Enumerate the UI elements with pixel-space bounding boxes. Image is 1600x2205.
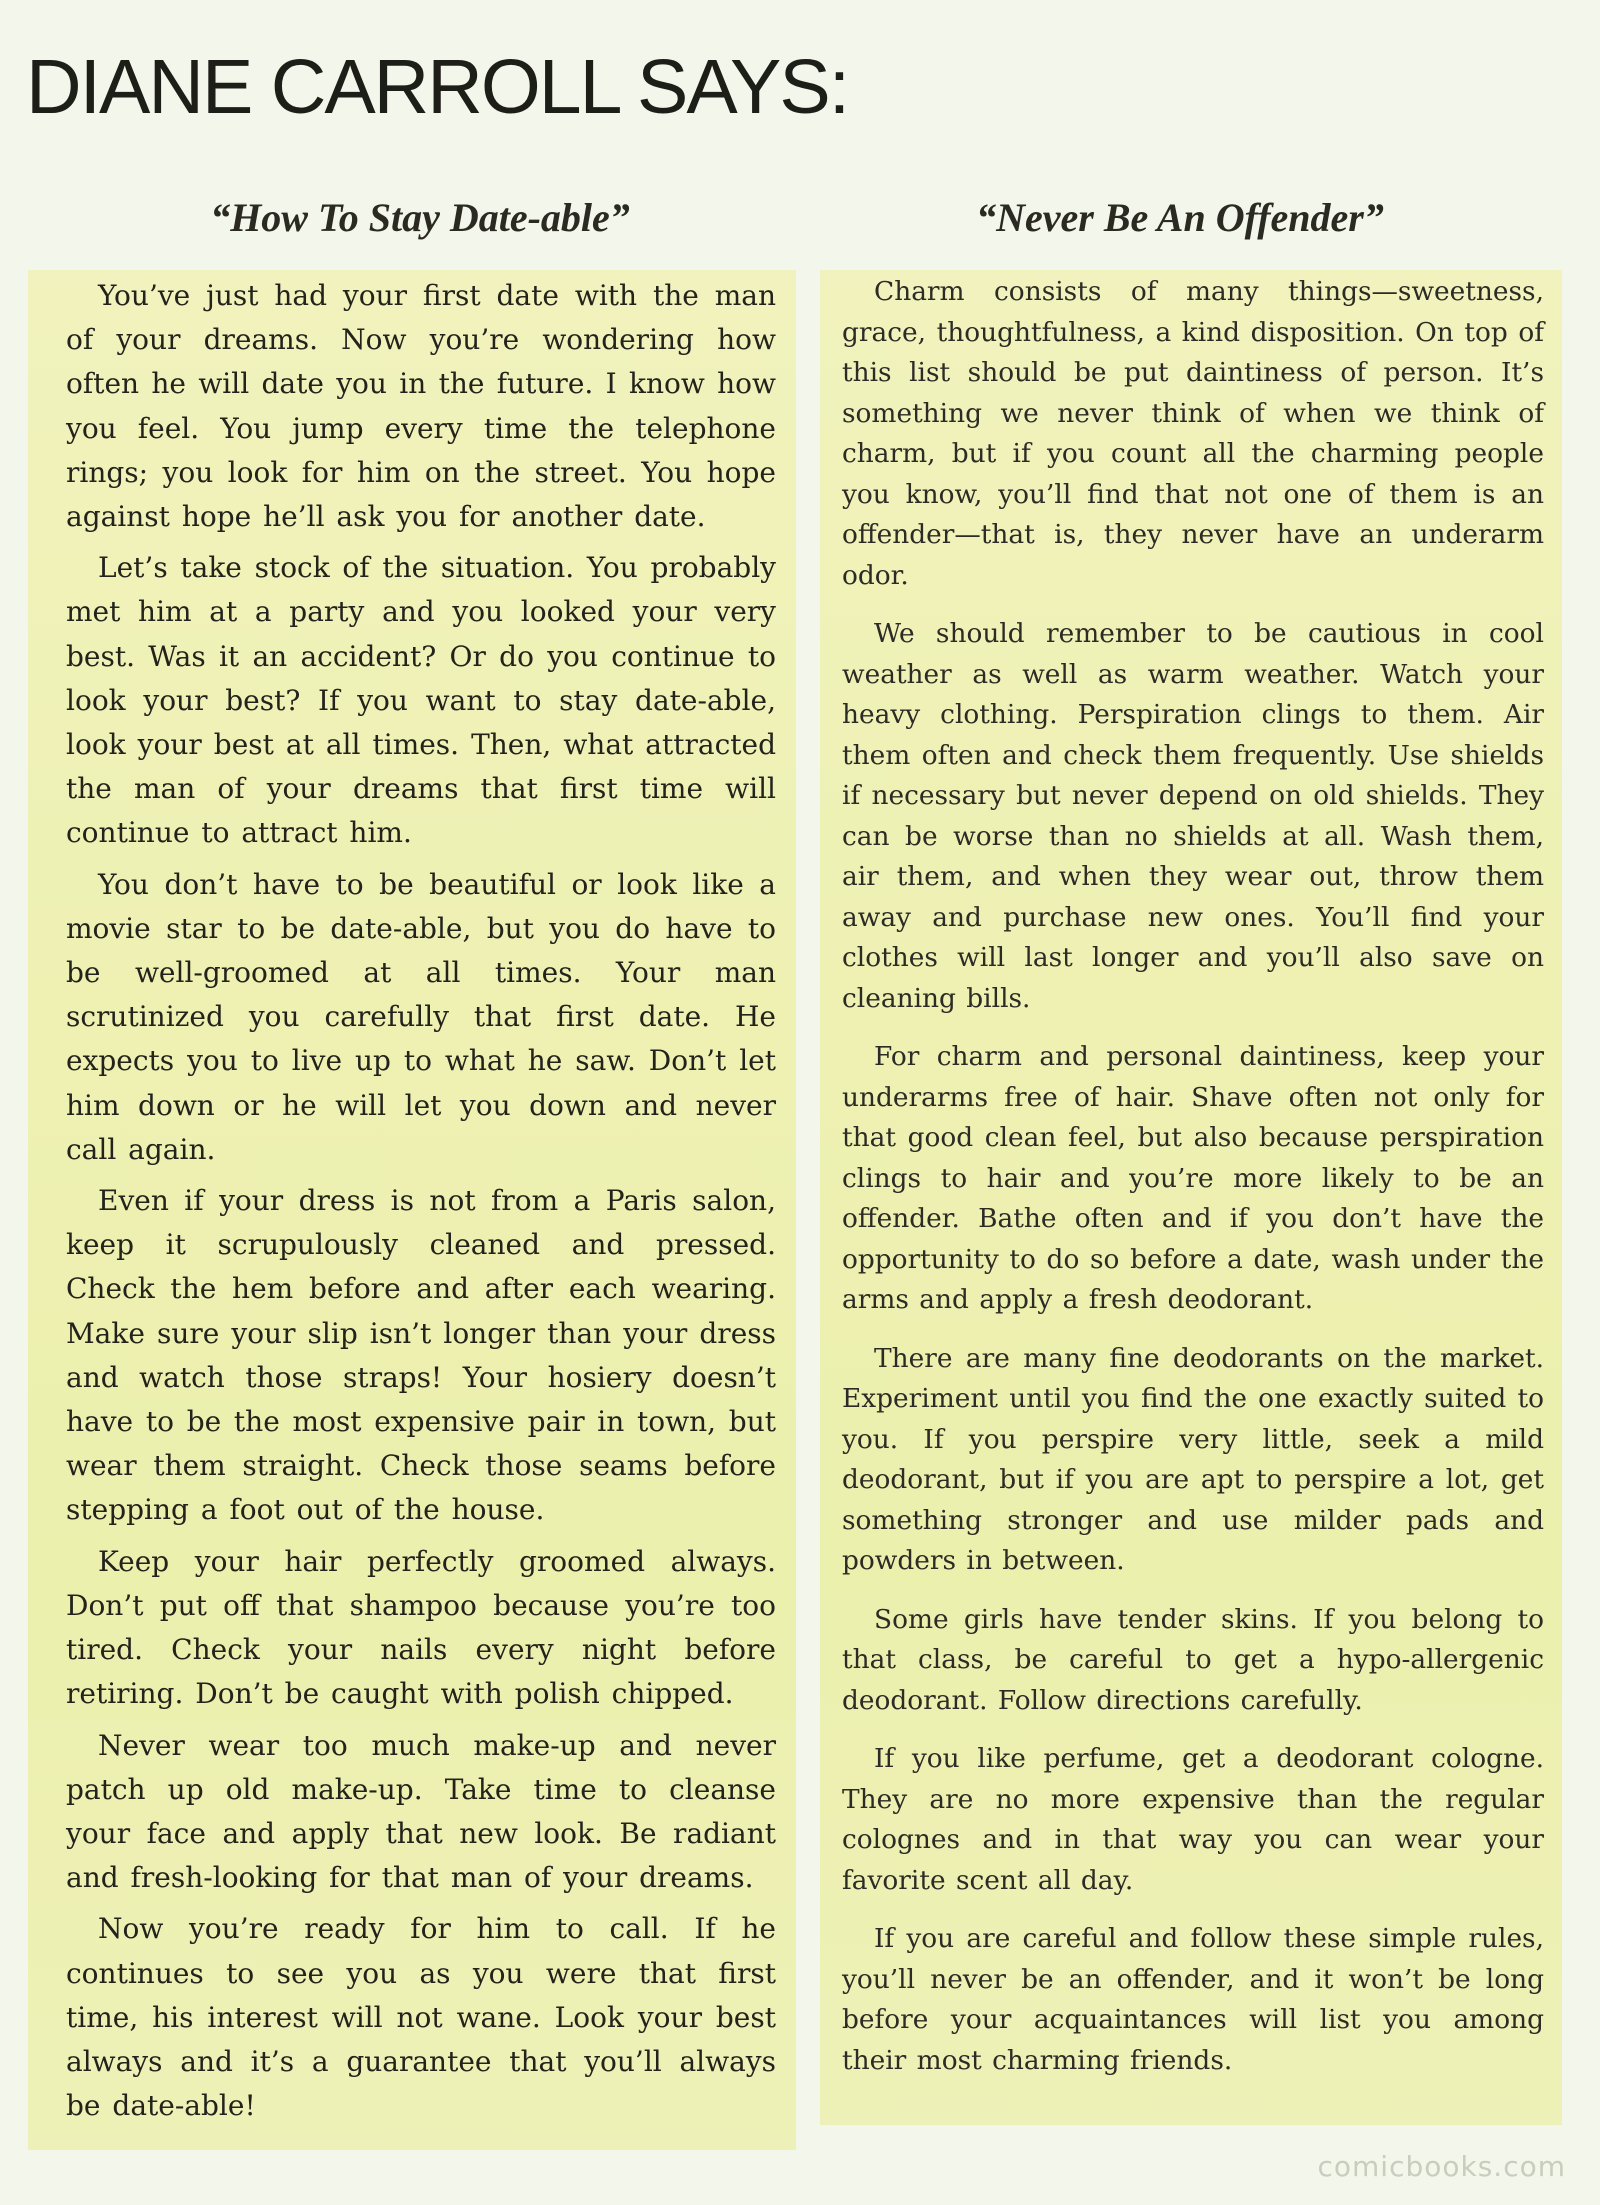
article-paragraph: Now you’re ready for him to call. If he continues to see you as you were that first time, his interest will not wane. Look your best always and it’s a guarantee that you’ll always be date-able! [66,1912,776,2123]
article-paragraph: Charm consists of many things—sweetness, grace, thoughtfulness, a kind disposition. On top of this list should be put daintiness of person. It’s something we never think of when we think of charm, but if you count all the charming people you know, you’ll find that not one of them is an offender—that is, they never have an underarm odor. [842,276,1544,591]
article-paragraph: If you like perfume, get a deodorant cologne. They are no more expensive than the regular colognes and in that way you can wear your favorite scent all day. [842,1743,1544,1896]
article-paragraph: We should remember to be cautious in cool weather as well as warm weather. Watch your heavy clothing. Perspiration clings to them. Air them often and check them frequently. Use shields if necessary but never depend on old shields. They can be worse than no shields at all. Wash them, air them, and when they wear out, throw them away and purchase new ones. You’ll find your clothes will last longer and you’ll also save on cleaning bills. [842,618,1544,1014]
article-paragraph: Keep your hair perfectly groomed always. Don’t put off that shampoo because you’re too tired. Check your nails every night before retiring. Don’t be caught with polish chipped. [66,1544,776,1711]
site-watermark: comicbooks.com [1317,2150,1566,2183]
article-paragraph: If you are careful and follow these simple rules, you’ll never be an offender, and it won’t be long before your acquaintances will list you among their most charming friends. [842,1923,1544,2076]
page-title: DIANE CARROLL SAYS: [26,44,849,130]
article-paragraph: Let’s take stock of the situation. You probably met him at a party and you looked your very best. Was it an accident? Or do you continue to look your best? If you want to stay date-able, look your best at all times. Then, what attracted the man of your dreams that first time will continue to attract him. [66,551,776,850]
article-paragraph: Even if your dress is not from a Paris salon, keep it scrupulously cleaned and pressed. Check the hem before and after each wearing. Make sure your slip isn’t longer than your dress and watch those straps! Your hosiery doesn’t have to be the most expensive pair in town, but wear them straight. Check those seams before stepping a foot out of the house. [66,1184,776,1527]
article-paragraph: Some girls have tender skins. If you belong to that class, be careful to get a hypo-allergenic deodorant. Follow directions carefully. [842,1603,1544,1716]
right-article-column [820,270,1562,2125]
left-article-column [28,270,796,2150]
article-paragraph: Never wear too much make-up and never patch up old make-up. Take time to cleanse your face and apply that new look. Be radiant and fresh-looking for that man of your dreams. [66,1728,776,1895]
right-column-heading: “Never Be An Offender” [976,195,1384,240]
article-paragraph: For charm and personal daintiness, keep your underarms free of hair. Shave often not only for that good clean feel, but also because perspiration clings to hair and you’re more likely to be an offender. Bathe often and if you don’t have the opportunity to do so before a date, wash under the arms and apply a fresh deodorant. [842,1041,1544,1315]
left-column-heading: “How To Stay Date-able” [210,195,630,240]
article-paragraph: There are many fine deodorants on the market. Experiment until you find the one exactly suited to you. If you perspire very little, seek a mild deodorant, but if you are apt to perspire a lot, get something stronger and use milder pads and powders in between. [842,1342,1544,1576]
article-paragraph: You’ve just had your first date with the man of your dreams. Now you’re wondering how often he will date you in the future. I know how you feel. You jump every time the telephone rings; you look for him on the street. You hope against hope he’ll ask you for another date. [66,279,776,534]
article-paragraph: You don’t have to be beautiful or look like a movie star to be date-able, but you do have to be well-groomed at all times. Your man scrutinized you carefully that first date. He expects you to live up to what he saw. Don’t let him down or he will let you down and never call again. [66,867,776,1166]
